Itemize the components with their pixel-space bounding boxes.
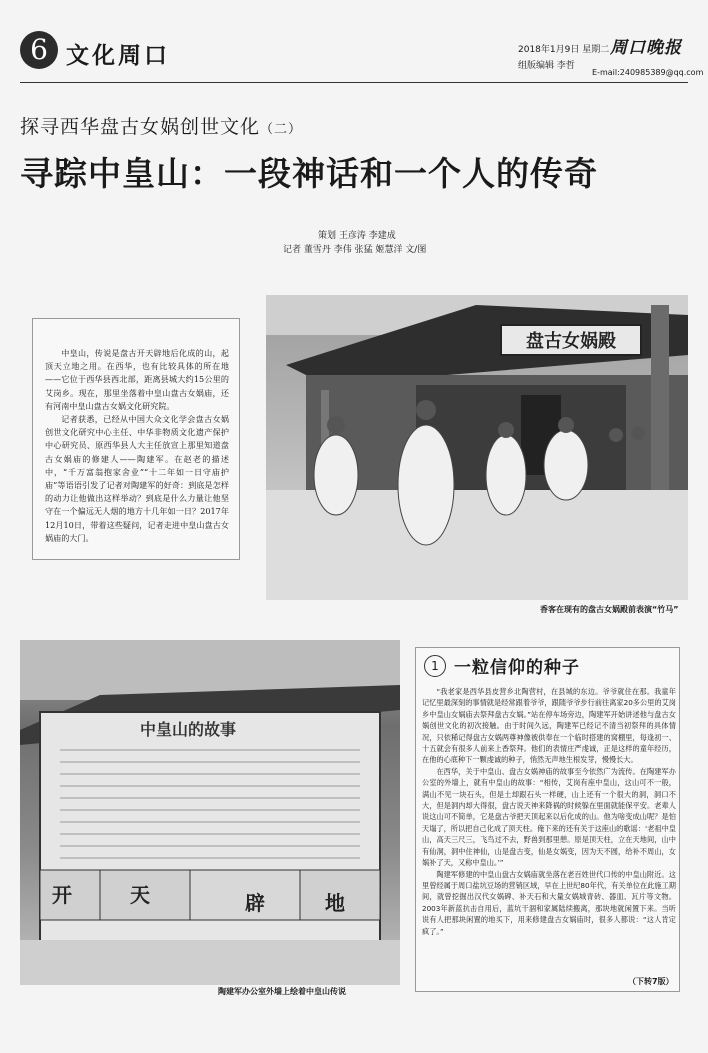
temple-performance-photo [266, 295, 688, 600]
photo2-caption: 陶建军办公室外墙上绘着中皇山传说 [218, 987, 346, 996]
section-title: 一粒信仰的种子 [454, 658, 580, 678]
kicker-title [20, 112, 302, 139]
section-body [422, 686, 676, 937]
intro-box [32, 318, 240, 560]
section-number: 1 [424, 655, 446, 677]
masthead-logo: 周口晚报 [610, 38, 682, 58]
temple-photo-illustration [266, 295, 688, 600]
page-number-badge: 6 [20, 31, 58, 69]
mural-char-1: 开 [52, 883, 72, 907]
temple-sign-text: 盘古女娲殿 [526, 331, 616, 352]
section-paragraph: “我老家是西华县皮营乡北陶营村，在县城的东边。爷爷就住在那。我童年记忆里最深刻的事情就是经常跟着爷爷，跟随爷爷步行前往离家20多公里的艾岗乡中皇山女娲庙去祭拜盘古女娲。”站在停车场旁边，陶建军开始讲述他与盘古女娲创世文化的初次接触。由于时间久远，陶建军已经记不清当初祭拜的具体情况，只依稀记得盘古女娲两尊神像被供奉在一个临时搭建的窝棚里，每逢初一、十五就会有很多人前来上香祭拜。他们的表情庄严虔诚，正是这样的童年经历，在他的心底种下一颗虔诚的种子，悄然无声地生根发芽，慢慢长大。 [422, 687, 676, 765]
mural-char-2: 天 [130, 883, 150, 907]
contact-email: E-mail:240985389@qq.com [592, 68, 704, 77]
mural-char-3: 辟 [245, 891, 265, 915]
layout-editor: 组版编辑 李哲 [518, 61, 575, 71]
mural-char-4: 地 [325, 891, 345, 915]
kicker-text: 探寻西华盘古女娲创世文化 [20, 116, 261, 138]
intro-paragraph: 中皇山，传说是盘古开天辟地后化成的山，起顶天立地之用。在西华，也有比较具体的所在地——它位于西华县西北部，距离县城大约15公里的艾岗乡。现在，那里坐落着中皇山盘古女娲庙，还有河南中皇山盘古女娲文化研究院。 [45, 348, 229, 411]
mural-wall-photo [20, 640, 400, 985]
issue-date: 2018年1月9日 星期二 [518, 45, 610, 55]
section-paragraph: 在西华，关于中皇山、盘古女娲神庙的故事至今依然广为流传。在陶建军办公室的外墙上，就有中皇山的故事：“相传，艾岗有座中皇山，这山可不一般，满山不见一块石头，但是土却跟石头一样硬，山上还有一个很大的洞，洞口不大，但是洞内却大得很，盘古说天神来降祸的时候躲在里面就能保平安。老辈人说这山可不简单，它是盘古爷把天顶起来以后化成的山。他为啥变成山呢？是怕天塌了，所以把自己化成了顶天柱。俺下来的还有关于这座山的歌谣：‘老祖中皇山，高天三尺三，飞鸟过不去，野兽到那里憩。原是顶天柱，立在天地间，山中有仙洞，洞中住神仙，山是盘古变，仙是女娲变，因为天不圆，给补不周山，女娲补了天，又称中皇山。’” [422, 766, 676, 868]
mural-title-text: 中皇山的故事 [140, 720, 237, 739]
credits-reporters: 记者 董雪丹 李伟 张猛 姬慧洋 文/图 [283, 245, 427, 255]
header-divider [20, 82, 688, 83]
intro-paragraph: 记者获悉，已经从中国大众文化学会盘古女娲创世文化研究中心主任、中华非物质文化遗产保护中心研究员、原西华县人大主任放宣上那里知道盘古女娲庙的修建人——陶建军。在赵老的描述中，“千万富翁抱家舍业”“十二年如一日守庙护庙”等语语引发了记者对陶建军的好奇：到底是怎样的动力让他做出这样举动？到底是什么力量让他坚守在一个偏远无人烟的地方十几年如一日？2017年12月10日，带着这些疑问，记者走进中皇山盘古女娲庙的大门。 [45, 414, 229, 543]
continued-note: （下转7版） [628, 977, 674, 986]
credits-planning: 策划 王彦涛 李建成 [318, 231, 396, 241]
main-headline: 寻踪中皇山：一段神话和一个人的传奇 [20, 154, 598, 193]
column-title: 文化周口 [66, 42, 170, 69]
section-paragraph: 陶建军修建的中皇山盘古女娲庙就坐落在老百姓世代口传的中皇山附近。这里曾经属于周口盐坑豆场的营销区域，早在上世纪80年代，有关单位在此施工期间，就曾挖掘出汉代女娲碑、补天石和大量女娲城青砖、器皿、瓦片等文物。2003年新蓝抗击自用后，蓝坑干涸和家属陆续搬离，那块地就闲置下来。当听说有人把那块闲置的地买下，用来修建盘古女娲庙时，很多人都说：“这人肯定疯了。” [422, 869, 676, 936]
kicker-part: （二） [260, 122, 303, 137]
mural-illustration [20, 640, 400, 985]
photo1-caption: 香客在现有的盘古女娲殿前表演“竹马” [540, 605, 679, 614]
